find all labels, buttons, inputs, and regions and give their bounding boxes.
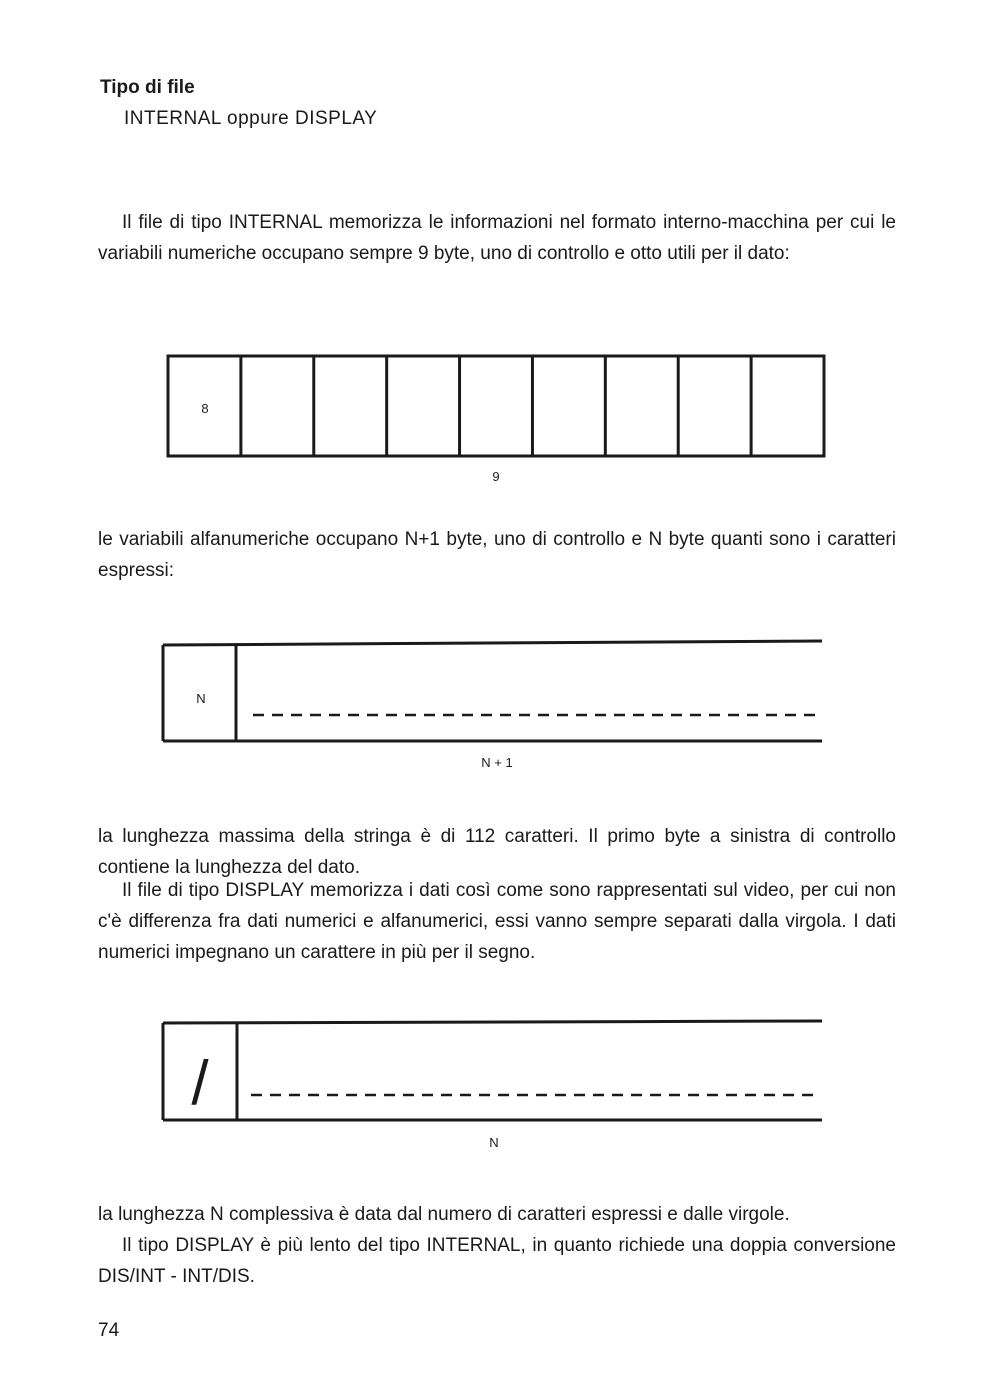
section-subheading: INTERNAL oppure DISPLAY <box>124 108 378 129</box>
paragraph-alnum-intro: le variabili alfanumeriche occupano N+1 byte, uno di controllo e N byte quanti sono i caratteri espressi: <box>98 529 896 581</box>
alnum-total-label: N + 1 <box>481 755 513 770</box>
display-total-label: N <box>489 1135 499 1150</box>
numeric-total-label: 9 <box>492 469 500 484</box>
paragraph-n-total: la lunghezza N complessiva è data dal numero di caratteri espressi e dalle virgole. <box>98 1204 790 1225</box>
paragraph-display-slower: Il tipo DISPLAY è più lento del tipo INTERNAL, in quanto richiede una doppia conversione DIS/INT - INT/DIS. <box>98 1235 896 1287</box>
paragraph-internal-intro: Il file di tipo INTERNAL memorizza le informazioni nel formato interno-macchina per cui le variabili numeriche occupano sempre 9 byte, uno di controllo e otto utili per il dato: <box>98 212 896 264</box>
page-number: 74 <box>98 1320 120 1341</box>
numeric-control-label: 8 <box>201 401 209 416</box>
display-top-edge <box>163 1021 822 1023</box>
alnum-control-label: N <box>196 691 206 706</box>
paragraph-display-intro: Il file di tipo DISPLAY memorizza i dati così come sono rappresentati sul video, per cui non c'è differenza fra dati numerici e alfanumerici, essi vanno sempre separati dalla virgola. I dati numerici impegnano un carattere in più per il segno. <box>98 880 896 963</box>
display-control-label: / <box>191 1049 209 1118</box>
paragraph-max-length: la lunghezza massima della stringa è di 112 caratteri. Il primo byte a sinistra di controllo contiene la lunghezza del dato. <box>98 826 896 878</box>
section-heading: Tipo di file <box>100 77 195 98</box>
